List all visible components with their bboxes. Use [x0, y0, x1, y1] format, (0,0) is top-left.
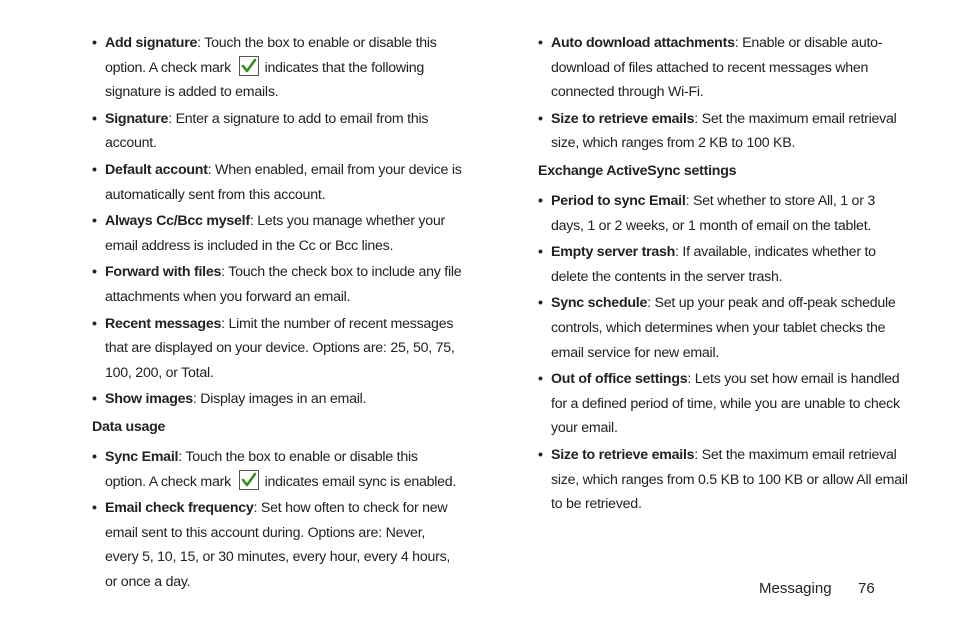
list-item — [92, 31, 462, 105]
bullet: • — [92, 448, 97, 465]
list-item — [538, 107, 908, 156]
page-number: 76 — [858, 580, 875, 597]
item-term: Email check frequency — [105, 500, 254, 517]
bullet: • — [92, 315, 97, 332]
footer-section-name: Messaging — [759, 580, 832, 597]
item-text-after: indicates email sync is enabled. — [264, 473, 457, 490]
list-item — [92, 260, 462, 309]
item-text: : Touch the box to enable or disable this option. A check mark — [105, 448, 418, 490]
list-item — [538, 291, 908, 365]
item-text: : Touch the box to enable or disable this option. A check mark — [105, 35, 437, 76]
item-term: Sync schedule — [551, 295, 648, 312]
left-column — [92, 31, 462, 596]
green-checkmark-icon — [239, 470, 259, 490]
list-item — [92, 209, 462, 258]
item-text: : Set the maximum email retrieval size, which ranges from 2 KB to 100 KB. — [551, 110, 897, 152]
item-text: : Set whether to store All, 1 or 3 days, 1 or 2 weeks, or 1 month of email on the tablet. — [551, 192, 876, 234]
list-item — [92, 107, 462, 156]
item-text: : Set up your peak and off-peak schedule controls, which determines when your tablet checks the email service for new email. — [551, 295, 896, 361]
bullet: • — [92, 264, 97, 281]
item-text: : When enabled, email from your device is automatically sent from this account. — [105, 161, 462, 203]
bullet: • — [92, 391, 97, 408]
item-text-after: indicates that the following signature is added to emails. — [105, 59, 425, 101]
list-item — [538, 367, 908, 441]
list-item — [538, 443, 908, 517]
item-text: : Enter a signature to add to email from this account. — [105, 110, 429, 152]
right-column — [538, 31, 908, 519]
list-item — [92, 445, 462, 494]
bullet: • — [92, 161, 97, 178]
section-heading-data-usage: Data usage — [92, 418, 166, 435]
item-text: : If available, indicates whether to delete the contents in the server trash. — [551, 244, 876, 285]
bullet: • — [92, 35, 97, 51]
item-text: : Set how often to check for new email sent to this account during. Options are: Never, every 5, 10, 15, or 30 minutes, every hour, every 4 hours, or once a day. — [105, 500, 451, 590]
item-term: Always Cc/Bcc myself — [105, 213, 250, 230]
bullet: • — [538, 192, 543, 209]
item-text: : Lets you manage whether your email address is included in the Cc or Bcc lines. — [105, 213, 446, 254]
item-term: Show images — [105, 391, 193, 408]
bullet: • — [538, 446, 543, 463]
item-term: Out of office settings — [551, 371, 688, 388]
item-term: Recent messages — [105, 315, 222, 332]
list-item — [538, 240, 908, 289]
item-term: Period to sync Email — [551, 192, 686, 209]
list-item — [538, 189, 908, 238]
item-text: : Set the maximum email retrieval size, which ranges from 0.5 KB to 100 KB or allow All email to be retrieved. — [551, 446, 908, 513]
bullet: • — [538, 244, 543, 261]
list-item — [92, 496, 462, 594]
item-term: Size to retrieve emails — [551, 110, 695, 127]
list-item — [538, 31, 908, 105]
item-term: Forward with files — [105, 264, 222, 281]
bullet: • — [538, 371, 543, 388]
item-text: : Limit the number of recent messages that are displayed on your device. Options are: 25, 50, 75, 100, 200, or Total. — [105, 315, 455, 381]
item-term: Add signature — [105, 35, 198, 51]
bullet: • — [92, 213, 97, 230]
item-term: Empty server trash — [551, 244, 676, 261]
item-term: Auto download attachments — [551, 35, 735, 51]
section-heading-exchange-activesync: Exchange ActiveSync settings — [538, 162, 737, 179]
bullet: • — [538, 110, 543, 127]
list-item — [92, 387, 462, 412]
item-text: : Enable or disable auto-download of files attached to recent messages when connected through Wi-Fi. — [551, 35, 883, 101]
item-term: Size to retrieve emails — [551, 446, 695, 463]
bullet: • — [92, 500, 97, 517]
bullet: • — [92, 110, 97, 127]
bullet: • — [538, 35, 543, 51]
item-text: : Lets you set how email is handled for a defined period of time, while you are unable to check your email. — [551, 371, 900, 437]
item-text: : Touch the check box to include any file attachments when you forward an email. — [105, 264, 462, 305]
list-item — [92, 158, 462, 207]
item-term: Sync Email — [105, 448, 179, 465]
list-item — [92, 312, 462, 386]
green-checkmark-icon — [239, 56, 259, 76]
bullet: • — [538, 295, 543, 312]
item-term: Signature — [105, 110, 169, 127]
item-term: Default account — [105, 161, 208, 178]
item-text: : Display images in an email. — [192, 391, 367, 408]
